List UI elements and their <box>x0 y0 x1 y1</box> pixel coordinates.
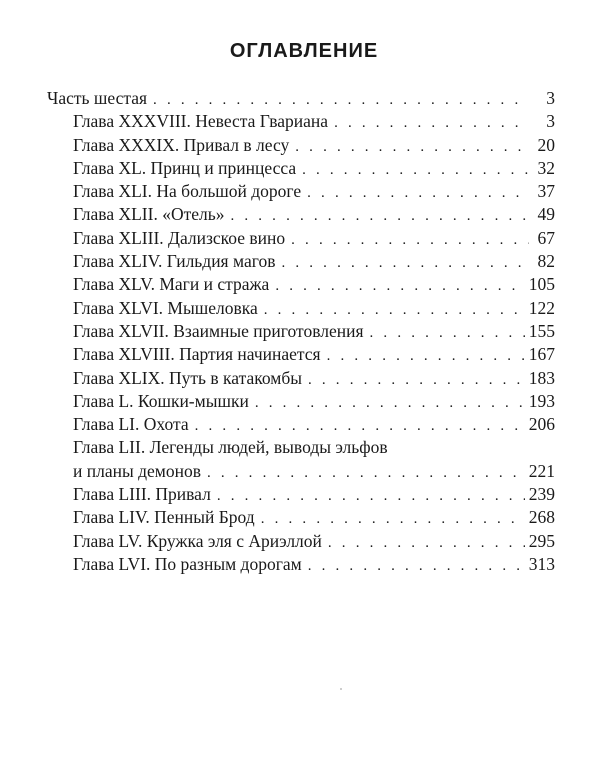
dot-leader <box>195 415 525 438</box>
dot-leader <box>370 322 525 345</box>
toc-entry-page: 3 <box>546 88 555 108</box>
toc-entry-chapter-51 <box>47 413 555 436</box>
toc-entry-title: Глава XLV. Маги и стража <box>73 274 270 295</box>
toc-entry-chapter-43 <box>47 227 555 250</box>
toc-entry-title: Глава XXXIX. Привал в лесу <box>73 134 290 155</box>
toc-entry-page: 221 <box>528 460 555 481</box>
paper-speck <box>340 688 342 690</box>
toc-entry-title: Глава XLVII. Взаимные приготовления <box>73 320 364 341</box>
toc-entry-chapter-50 <box>47 390 555 413</box>
dot-leader <box>308 369 525 392</box>
dot-leader <box>255 392 525 415</box>
dot-leader <box>275 275 524 298</box>
toc-entry-page: 193 <box>528 390 555 411</box>
toc-entry-chapter-42 <box>47 203 555 226</box>
dot-leader <box>334 112 529 135</box>
toc-entry-page: 82 <box>537 251 555 272</box>
toc-entry-page: 49 <box>537 204 555 225</box>
toc-entry-chapter-46 <box>47 297 555 320</box>
toc-entry-chapter-54 <box>47 506 555 529</box>
dot-leader <box>261 508 525 531</box>
toc-entry-page: 32 <box>537 157 555 178</box>
toc-entry-page: 268 <box>528 507 555 528</box>
toc-entry-chapter-52 <box>47 436 555 483</box>
toc-entry-title: Глава XLII. «Отель» <box>73 204 225 225</box>
toc-entry-title: Глава XXXVIII. Невеста Гвариана <box>73 111 329 132</box>
dot-leader <box>327 345 525 368</box>
toc-entry-part-six <box>47 87 555 110</box>
toc-entry-title: Глава XLIX. Путь в катакомбы <box>73 367 302 388</box>
toc-entry-chapter-48 <box>47 343 555 366</box>
toc-entry-page: 3 <box>546 111 555 132</box>
toc-entry-title: Глава XLVI. Мышеловка <box>73 297 258 318</box>
toc-entry-page: 105 <box>528 274 555 295</box>
toc-entry-title: Часть шестая <box>47 88 148 108</box>
dot-leader <box>153 89 529 112</box>
toc-entry-title: Глава LII. Легенды людей, выводы эльфов <box>73 437 388 458</box>
toc-entry-page: 37 <box>537 181 555 202</box>
dot-leader <box>328 532 525 555</box>
toc-entry-chapter-53 <box>47 483 555 506</box>
toc-entry-title: Глава L. Кошки-мышки <box>73 390 249 411</box>
toc-entry-title-continuation: и планы демонов <box>73 460 201 481</box>
dot-leader <box>308 555 525 578</box>
toc-entry-page: 183 <box>528 367 555 388</box>
toc-entry-title: Глава LVI. По разным дорогам <box>73 553 302 574</box>
dot-leader <box>281 252 529 275</box>
toc-entry-page: 313 <box>528 553 555 574</box>
page-title: ОГЛАВЛЕНИЕ <box>229 40 379 62</box>
dot-leader <box>291 229 529 252</box>
toc-entry-title: Глава LV. Кружка эля с Ариэллой <box>73 530 322 551</box>
toc-entry-chapter-56 <box>47 553 555 576</box>
toc-entry-title: Глава LI. Охота <box>73 414 189 435</box>
toc-entry-page: 295 <box>528 530 555 551</box>
dot-leader <box>207 462 525 485</box>
toc-entry-title: Глава XLIII. Дализское вино <box>73 227 286 248</box>
toc-entry-chapter-49 <box>47 367 555 390</box>
toc-entry-chapter-38 <box>47 110 555 133</box>
toc-entry-title: Глава XL. Принц и принцесса <box>73 157 297 178</box>
toc-entry-title: Глава XLI. На большой дороге <box>73 181 302 202</box>
toc-entry-chapter-47 <box>47 320 555 343</box>
toc-entry-title: Глава LIII. Привал <box>73 484 211 505</box>
dot-leader <box>264 299 525 322</box>
toc-entry-chapter-45 <box>47 273 555 296</box>
dot-leader <box>307 182 529 205</box>
toc-entry-chapter-41 <box>47 180 555 203</box>
toc-entry-chapter-40 <box>47 157 555 180</box>
toc-entry-title: Глава XLIV. Гильдия магов <box>73 251 276 272</box>
toc-entry-page: 67 <box>537 227 555 248</box>
toc-entry-page: 20 <box>537 134 555 155</box>
dot-leader <box>302 159 529 182</box>
dot-leader <box>230 205 529 228</box>
toc-entry-page: 167 <box>528 344 555 365</box>
toc-entry-title: Глава XLVIII. Партия начинается <box>73 344 321 365</box>
toc-entry-page: 239 <box>528 484 555 505</box>
toc-entry-chapter-39 <box>47 134 555 157</box>
dot-leader <box>217 485 525 508</box>
toc-entry-title: Глава LIV. Пенный Брод <box>73 507 255 528</box>
toc-entry-chapter-44 <box>47 250 555 273</box>
dot-leader <box>295 136 529 159</box>
toc-entry-page: 155 <box>528 320 555 341</box>
toc-entry-chapter-55 <box>47 530 555 553</box>
toc-entry-page: 122 <box>528 297 555 318</box>
toc-entry-page: 206 <box>528 414 555 435</box>
table-of-contents <box>47 87 555 576</box>
